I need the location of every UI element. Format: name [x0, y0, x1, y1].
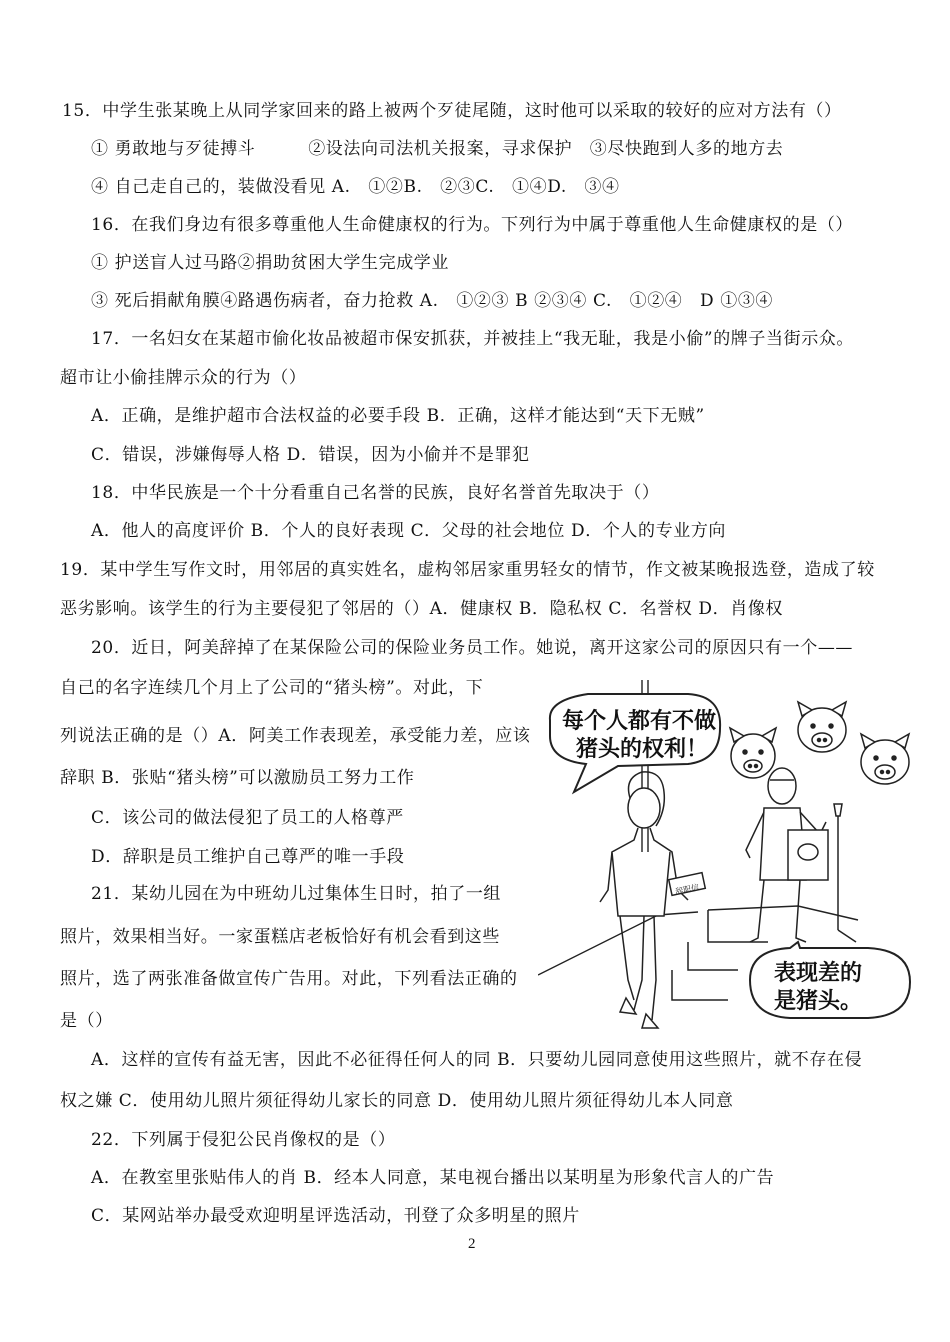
pig-head-icon: [730, 728, 776, 778]
text-line: A．正确，是维护超市合法权益的必要手段 B．正确，这样才能达到“天下无贼”: [91, 406, 705, 426]
text-line: 21．某幼儿园在为中班幼儿过集体生日时，拍了一组: [91, 884, 502, 904]
text-line: 超市让小偷挂牌示众的行为（）: [60, 368, 307, 388]
text-line: 20．近日，阿美辞掉了在某保险公司的保险业务员工作。她说，离开这家公司的原因只有一个——: [91, 638, 854, 658]
text-line: C．该公司的做法侵犯了员工的人格尊严: [91, 808, 404, 828]
text-line: C．错误，涉嫌侮辱人格 D．错误，因为小偷并不是罪犯: [91, 445, 530, 465]
cartoon-illustration: [538, 680, 918, 1032]
text-line: 17．一名妇女在某超市偷化妆品被超市保安抓获，并被挂上“我无耻，我是小偷”的牌子当街示众。: [91, 329, 855, 349]
bubble-right-text-1: 表现差的: [774, 961, 863, 986]
bubble-left-text-1: 每个人都有不做: [562, 709, 717, 734]
bubble-right-text-2: 是猪头。: [774, 989, 863, 1014]
letter-label: 辞职信: [674, 882, 700, 897]
text-line: 照片，效果相当好。一家蛋糕店老板恰好有机会看到这些: [60, 927, 500, 947]
text-line: D．辞职是员工维护自己尊严的唯一手段: [91, 847, 405, 867]
text-line: 自己的名字连续几个月上了公司的“猪头榜”。对此，下: [60, 678, 484, 698]
text-line: 照片，选了两张准备做宣传广告用。对此，下列看法正确的: [60, 969, 518, 989]
text-line: 16．在我们身边有很多尊重他人生命健康权的行为。下列行为中属于尊重他人生命健康权的是（）: [91, 215, 854, 235]
text-line: ① 护送盲人过马路②捐助贫困大学生完成学业: [91, 253, 450, 273]
text-line: ④ 自己走自己的，装做没看见 A. ①②B. ②③C. ①④D. ③④: [91, 177, 620, 197]
man-figure: [746, 768, 842, 942]
text-line: ① 勇敢地与歹徒搏斗 ②设法向司法机关报案，寻求保护 ③尽快跑到人多的地方去: [91, 139, 784, 159]
text-line: 辞职 B．张贴“猪头榜”可以激励员工努力工作: [60, 768, 415, 788]
text-line: A．他人的高度评价 B．个人的良好表现 C．父母的社会地位 D．个人的专业方向: [91, 521, 727, 541]
speech-bubble-right: [750, 942, 910, 1018]
text-line: 22．下列属于侵犯公民肖像权的是（）: [91, 1130, 396, 1150]
pig-heads: [730, 702, 909, 784]
woman-figure: [600, 772, 705, 1028]
text-line: 19．某中学生写作文时，用邻居的真实姓名，虚构邻居家重男轻女的情节，作文被某晚报选登，造成了较: [60, 560, 875, 580]
text-line: 恶劣影响。该学生的行为主要侵犯了邻居的（）A．健康权 B．隐私权 C．名誉权 D．肖像权: [60, 599, 784, 619]
speech-bubble-left: [550, 694, 720, 792]
text-line: 列说法正确的是（）A．阿美工作表现差，承受能力差，应该: [60, 726, 531, 746]
pig-head-icon: [798, 702, 846, 752]
page-number: 2: [468, 1236, 476, 1252]
pig-head-icon: [861, 734, 909, 784]
bubble-left-text-2: 猪头的权利！: [576, 737, 709, 762]
text-line: ③ 死后捐献角膜④路遇伤病者，奋力抢救 A. ①②③ B ②③④ C. ①②④ D ①③④: [91, 291, 774, 311]
text-line: 18．中华民族是一个十分看重自己名誉的民族，良好名誉首先取决于（）: [91, 483, 660, 503]
text-line: A．在教室里张贴伟人的肖 B．经本人同意，某电视台播出以某明星为形象代言人的广告: [91, 1168, 775, 1188]
text-line: A．这样的宣传有益无害，因此不必征得任何人的同 B．只要幼儿园同意使用这些照片，就不存在侵: [91, 1050, 863, 1070]
text-line: 是（）: [60, 1011, 113, 1031]
text-line: C．某网站举办最受欢迎明星评选活动，刊登了众多明星的照片: [91, 1206, 580, 1226]
text-line: 权之嫌 C．使用幼儿照片须征得幼儿家长的同意 D．使用幼儿照片须征得幼儿本人同意: [60, 1091, 734, 1111]
text-line: 15．中学生张某晚上从同学家回来的路上被两个歹徒尾随，这时他可以采取的较好的应对方法有（）: [62, 101, 842, 121]
